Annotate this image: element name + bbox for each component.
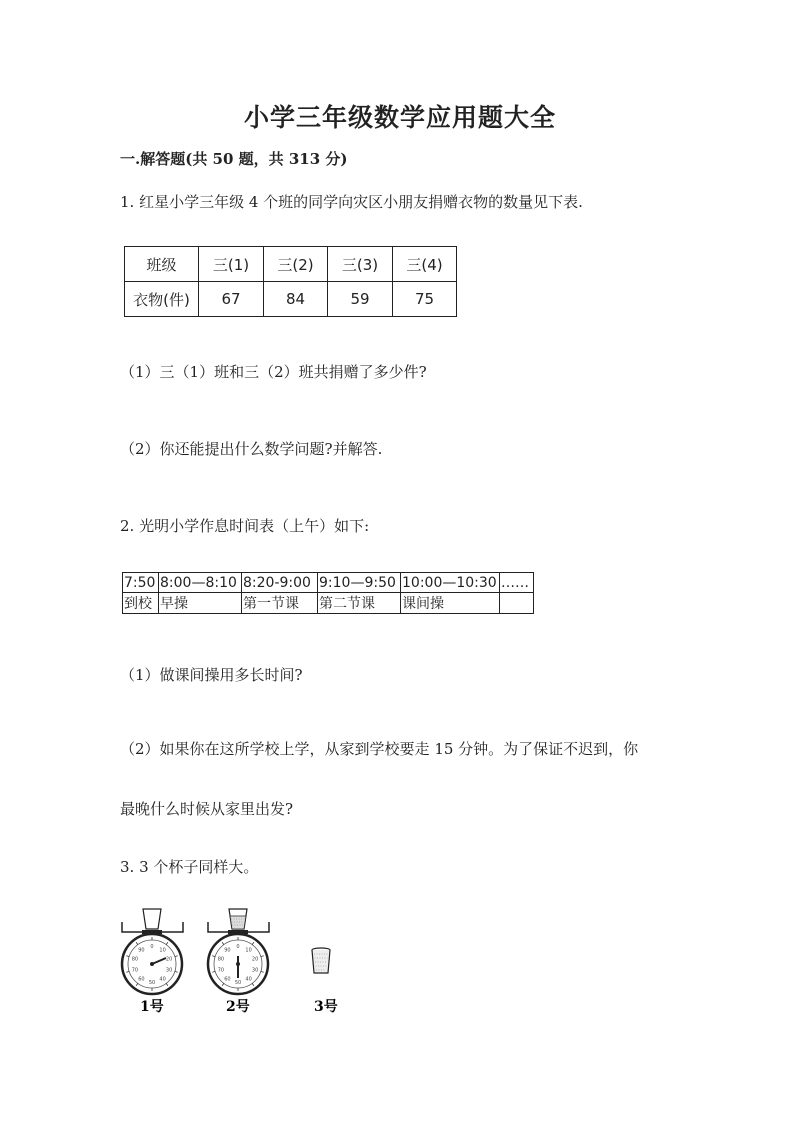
dial-label: 30 [251, 967, 259, 974]
donation-table [124, 246, 457, 317]
dial-label: 60 [138, 976, 145, 983]
dial-label: 50 [234, 980, 242, 986]
scale-1 [122, 922, 183, 994]
question-2-text: 2. 光明小学作息时间表（上午）如下: [120, 517, 370, 535]
table-cell: 三(2) [264, 247, 328, 282]
table-cell: 10:00—10:30 [401, 573, 500, 593]
section-heading: 一.解答题(共 50 题，共 313 分) [120, 150, 348, 168]
dial-label: 10 [159, 947, 166, 954]
dial-label: 40 [159, 976, 166, 983]
table-cell: 59 [328, 282, 393, 317]
table-cell: 三(3) [328, 247, 393, 282]
label-cup-2: 2号 [226, 999, 250, 1015]
page-title: 小学三年级数学应用题大全 [243, 103, 556, 132]
dial-label: 70 [131, 967, 139, 974]
cup-2-icon [229, 909, 247, 929]
table-cell: 第一节课 [242, 593, 318, 614]
dial-label: 80 [217, 956, 225, 963]
schedule-table [122, 572, 534, 614]
dial-label: 90 [224, 947, 231, 954]
table-cell: 早操 [159, 593, 242, 614]
dial-label: 40 [245, 976, 252, 983]
table-row [125, 282, 457, 317]
table-row [123, 593, 534, 614]
table-row [123, 573, 534, 593]
dial-label: 70 [217, 967, 225, 974]
question-3-text: 3. 3 个杯子同样大。 [120, 858, 259, 876]
dial-label: 60 [224, 976, 231, 983]
table-cell [500, 593, 534, 614]
table-cell: 第二节课 [318, 593, 401, 614]
table-cell: 到校 [123, 593, 159, 614]
dial-label: 80 [131, 956, 139, 963]
table-cell: 课间操 [401, 593, 500, 614]
dial-label: 0 [236, 944, 240, 950]
table-cell: …… [500, 573, 534, 593]
cup-1-icon [143, 909, 161, 929]
scale-2 [208, 922, 269, 994]
table-cell: 8:00—8:10 [159, 573, 242, 593]
question-1-text: 1. 红星小学三年级 4 个班的同学向灾区小朋友捐赠衣物的数量见下表. [120, 193, 583, 211]
table-cell: 84 [264, 282, 328, 317]
label-cup-1: 1号 [140, 999, 164, 1015]
cup-3-icon [312, 948, 330, 973]
table-row [125, 247, 457, 282]
table-cell: 7:50 [123, 573, 159, 593]
dial-label: 30 [165, 967, 173, 974]
table-cell: 75 [393, 282, 457, 317]
dial-label: 10 [245, 947, 252, 954]
table-cell: 班级 [125, 247, 199, 282]
question-2-sub-1: （1）做课间操用多长时间? [120, 666, 303, 684]
dial-label: 50 [148, 980, 156, 986]
table-cell: 三(1) [199, 247, 264, 282]
table-cell: 衣物(件) [125, 282, 199, 317]
question-1-sub-1: （1）三（1）班和三（2）班共捐赠了多少件? [120, 363, 427, 381]
dial-label: 20 [165, 956, 173, 963]
table-cell: 三(4) [393, 247, 457, 282]
question-1-sub-2: （2）你还能提出什么数学问题?并解答. [120, 440, 383, 458]
table-cell: 67 [199, 282, 264, 317]
dial-label: 90 [138, 947, 145, 954]
table-cell: 9:10—9:50 [318, 573, 401, 593]
dial-label: 0 [150, 944, 154, 950]
question-2-sub-2-line-1: （2）如果你在这所学校上学，从家到学校要走 15 分钟。为了保证不迟到，你 [120, 740, 639, 758]
label-cup-3: 3号 [314, 999, 338, 1015]
question-2-sub-2-line-2: 最晚什么时候从家里出发? [120, 800, 294, 818]
table-cell: 8:20-9:00 [242, 573, 318, 593]
dial-label: 20 [251, 956, 259, 963]
cups-and-scales-figure [118, 900, 358, 1020]
